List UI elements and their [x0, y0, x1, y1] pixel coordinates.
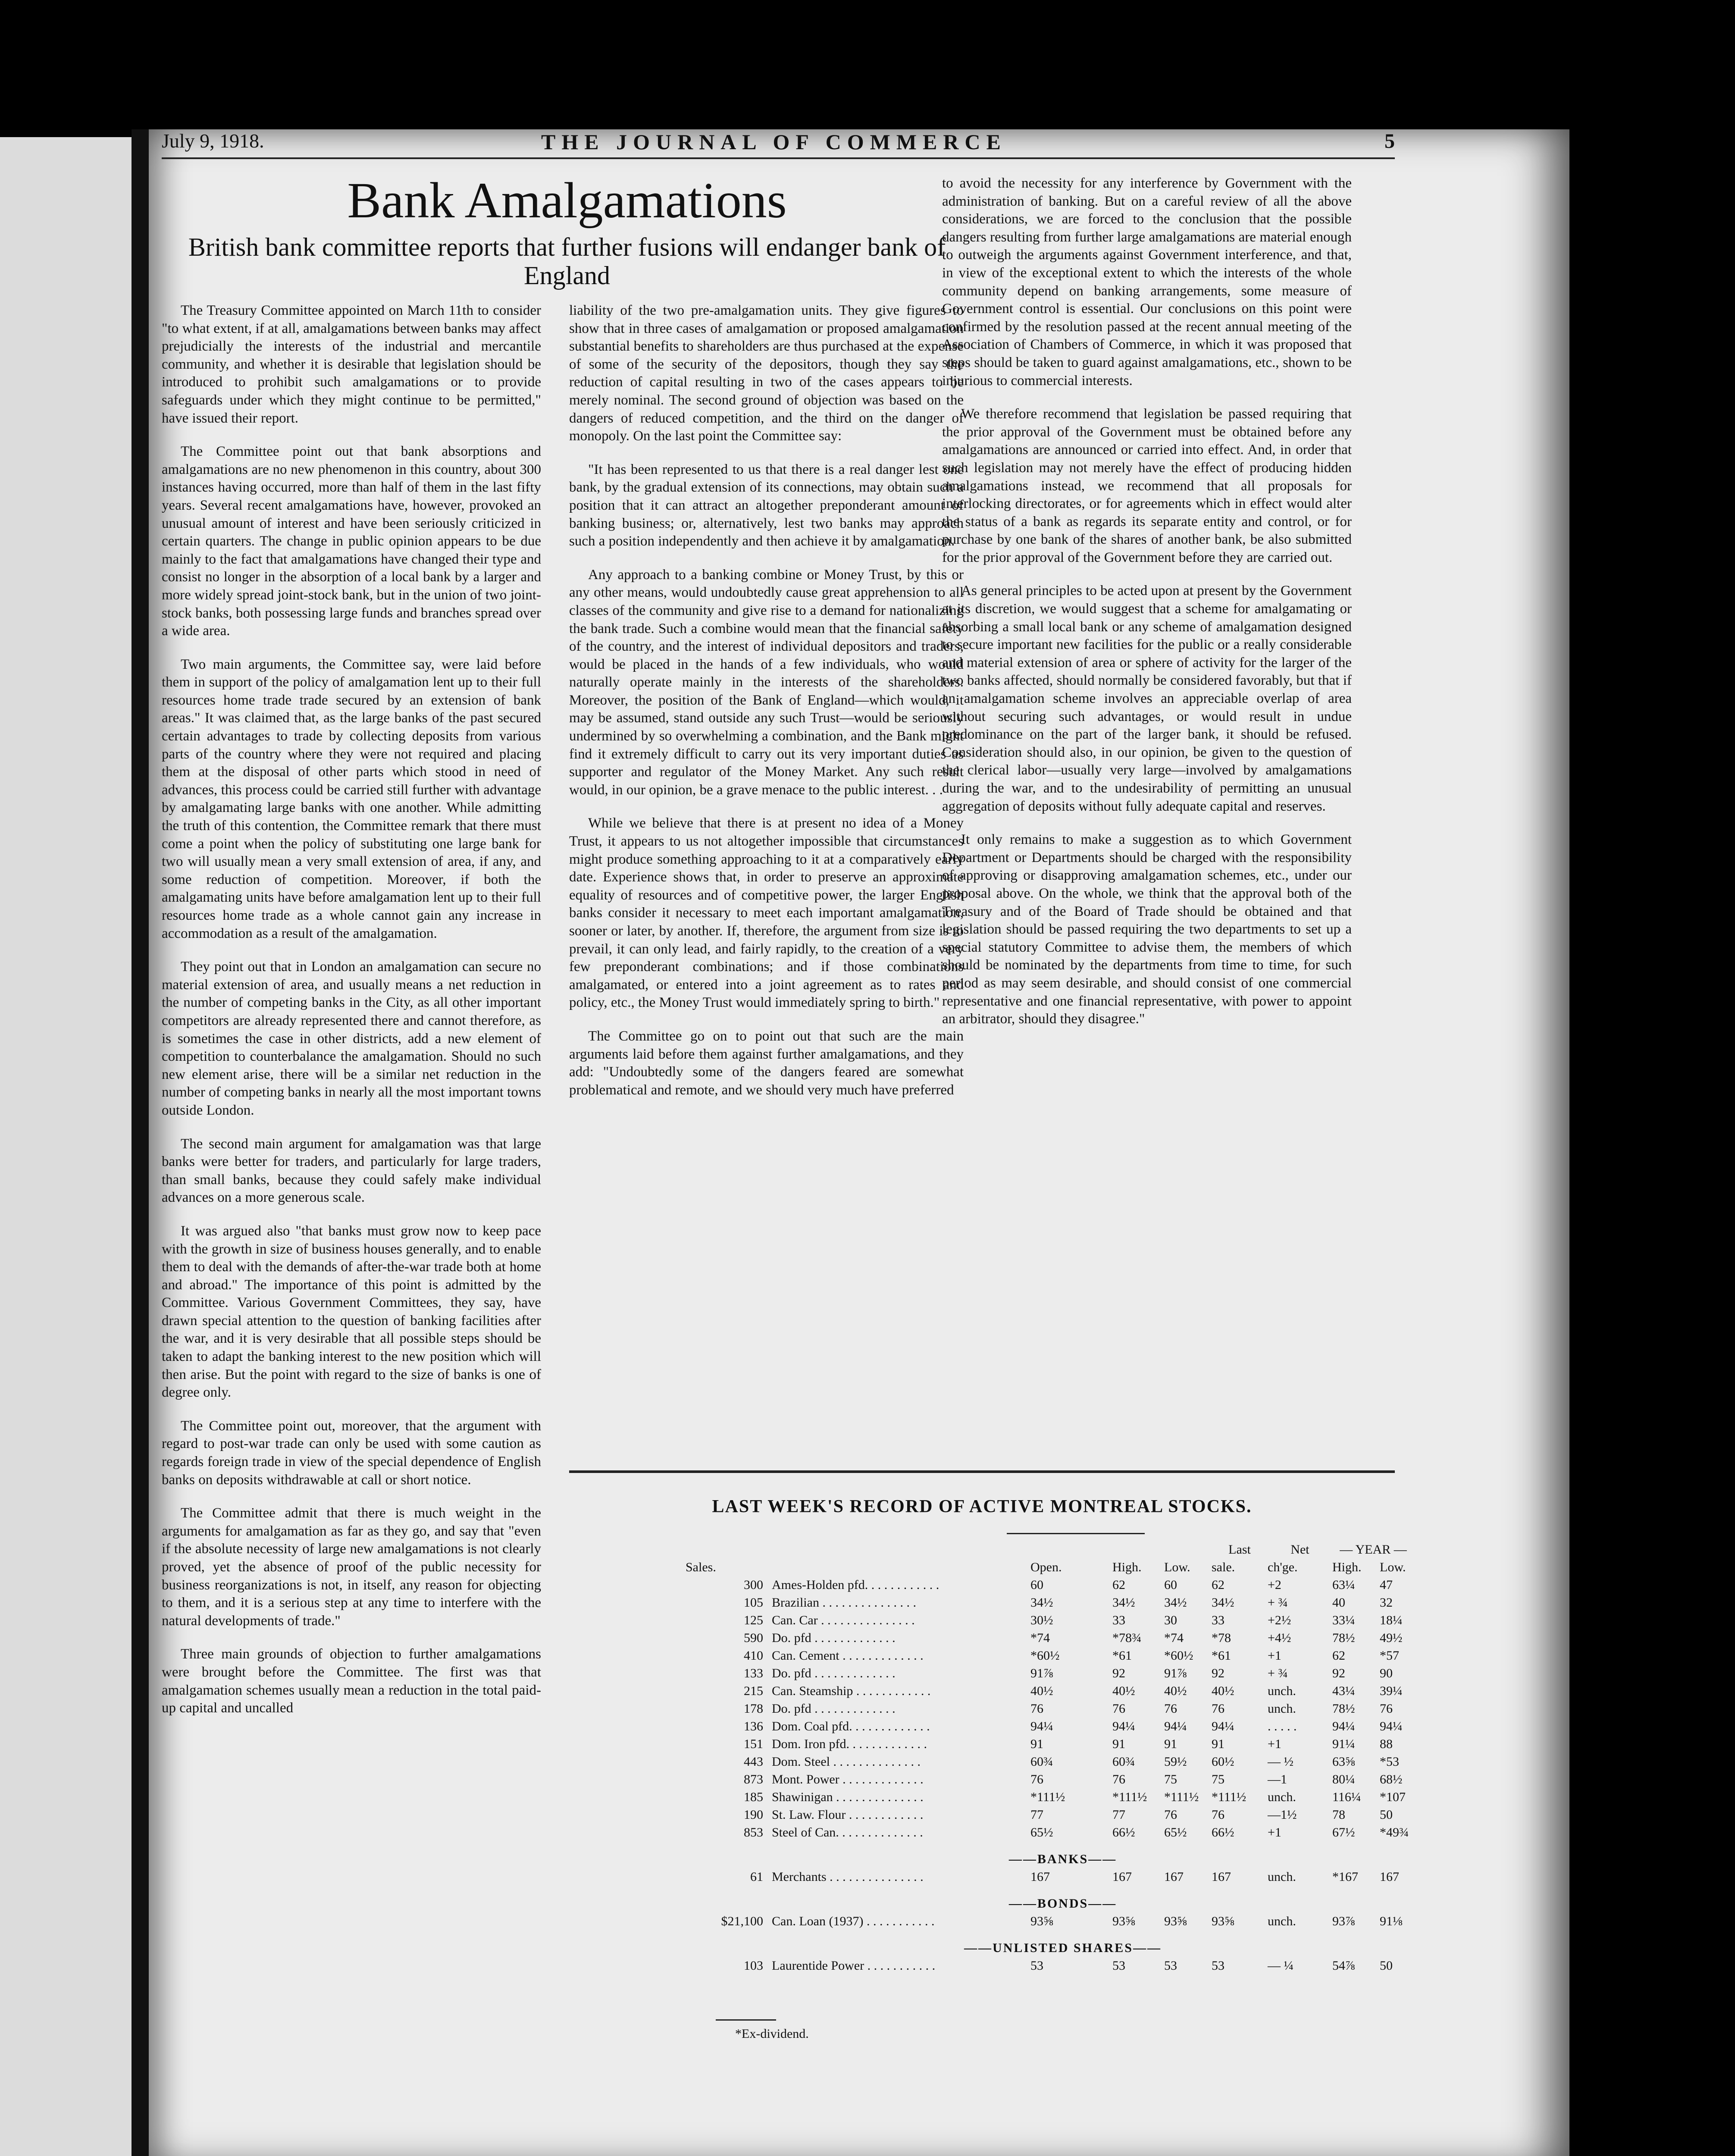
cell-last: 66½ — [1212, 1825, 1234, 1839]
cell-name: St. Law. Flour . . . . . . . . . . . . — [772, 1808, 924, 1822]
paragraph: As general principles to be acted upon at present by the Government at its discretion, we would suggest that a scheme for amalgamating or absorbing a small local bank or any scheme of amalgamation designed to secure important new facilities for the public or a really considerable and material extension of area or sphere of activity for the larger of the two banks affected, should normally be considered favorably, but that if an amalgamation scheme involves an appreciable overlap of area without securing such advantages, or would result in undue predominance on the part of the larger bank, it should be refused. Consideration should also, in our opinion, be given to the question of the clerical labor—usually very large—involved by amalgamations during the war, and to the undesirability of permitting an unusual aggregation of deposits without fully adequate capital and reserves. — [942, 583, 1352, 814]
cell-yhigh: 43¼ — [1332, 1684, 1355, 1698]
cell-net: + ¾ — [1268, 1666, 1288, 1680]
cell-yhigh: 54⅞ — [1332, 1959, 1355, 1973]
cell-yhigh: 63¼ — [1332, 1578, 1355, 1592]
col-header-last: Last — [1228, 1542, 1251, 1557]
cell-net: — ¼ — [1268, 1959, 1293, 1973]
banks-heading: ——BANKS—— — [1008, 1852, 1117, 1866]
cell-name: Do. pfd . . . . . . . . . . . . . — [772, 1631, 896, 1645]
paragraph: Three main grounds of objection to further amalgamations were brought before the Committee. The first was that amalgamation schemes usually mean a reduction in the total paid-up capital and uncalled — [162, 1646, 541, 1716]
cell-low: 75 — [1164, 1772, 1177, 1786]
cell-high: 62 — [1112, 1578, 1125, 1592]
paragraph: We therefore recommend that legislation be passed requiring that the prior approval of the Government must be obtained before any amalgamations are announced or carried into effect. And, in order that such legislation may not merely have the effect of producing hidden amalgamations instead, we recommend that all proposals for interlocking directorates, or for agreements which in effect would alter the status of a bank as regards its separate entity and control, or for purchase by one bank of the shares of another bank, be also submitted for the prior approval of the Government before they are carried out. — [942, 406, 1352, 565]
cell-low: 30 — [1164, 1613, 1177, 1627]
paragraph: to avoid the necessity for any interference by Government with the administration of banking. But on a careful review of all the above considerations, we are forced to the conclusion that the possible dangers resulting from further large amalgamations are material enough to outweigh the arguments against Government interference, and that, in view of the exceptional extent to which the interests of the whole community depend on banking arrangements, some measure of Government control is essential. Our conclusions on this point were confirmed by the resolution passed at the recent annual meeting of the Association of Chambers of Commerce, in which it was proposed that steps should be taken to guard against amalgamations, etc., shown to be injurious to commercial interests. — [942, 175, 1352, 389]
cell-sales: 873 — [744, 1772, 763, 1786]
cell-sales: 300 — [744, 1578, 763, 1592]
article-column-2 — [569, 302, 964, 1115]
header-row-1 — [711, 1539, 1414, 1557]
cell-name: Do. pfd . . . . . . . . . . . . . — [772, 1702, 896, 1716]
cell-net: . . . . . — [1268, 1719, 1297, 1733]
cell-high: 34½ — [1112, 1595, 1135, 1610]
cell-name: Merchants . . . . . . . . . . . . . . . — [772, 1870, 924, 1884]
table-row — [711, 1734, 1414, 1752]
cell-name: Brazilian . . . . . . . . . . . . . . . — [772, 1595, 916, 1610]
cell-sales: 151 — [744, 1737, 763, 1751]
cell-sales: 853 — [744, 1825, 763, 1839]
cell-open: 94¼ — [1030, 1719, 1053, 1733]
table-row — [711, 1575, 1414, 1592]
cell-high: 91 — [1112, 1737, 1125, 1751]
cell-high: *61 — [1112, 1648, 1132, 1663]
header-rule — [162, 157, 1395, 159]
cell-open: 91 — [1030, 1737, 1043, 1751]
cell-ylow: *53 — [1380, 1755, 1399, 1769]
cell-ylow: *57 — [1380, 1648, 1399, 1663]
table-row — [711, 1822, 1414, 1840]
cell-high: 77 — [1112, 1808, 1125, 1822]
cell-sales: $21,100 — [721, 1914, 763, 1928]
cell-low: *111½ — [1164, 1790, 1199, 1804]
cell-ylow: *49¾ — [1380, 1825, 1409, 1839]
cell-low: *60½ — [1164, 1648, 1193, 1663]
paragraph: They point out that in London an amalgamation can secure no material extension of area, and usually means a net reduction in the number of competing banks in the City, as all other important competitors are already represented there and cannot therefore, as is sometimes the case in other districts, add a new element of competition to counterbalance the amalgamation. Should no such new element arise, there will be a similar net reduction in the number of competing banks in nearly all the most important towns outside London. — [162, 959, 541, 1118]
cell-high: 94¼ — [1112, 1719, 1135, 1733]
table-row — [711, 1955, 1414, 1973]
col-header-net: Net — [1290, 1542, 1309, 1557]
cell-last: 62 — [1212, 1578, 1225, 1592]
cell-ylow: 90 — [1380, 1666, 1393, 1680]
cell-last: 75 — [1212, 1772, 1225, 1786]
cell-sales: 103 — [744, 1959, 763, 1973]
cell-low: *74 — [1164, 1631, 1184, 1645]
cell-sales: 136 — [744, 1719, 763, 1733]
cell-open: 91⅞ — [1030, 1666, 1053, 1680]
cell-ylow: 167 — [1380, 1870, 1399, 1884]
issue-date: July 9, 1918. — [162, 130, 264, 152]
cell-open: 76 — [1030, 1702, 1043, 1716]
table-row — [711, 1769, 1414, 1787]
cell-ylow: 50 — [1380, 1808, 1393, 1822]
cell-low: 167 — [1164, 1870, 1184, 1884]
cell-high: 66½ — [1112, 1825, 1135, 1839]
cell-last: 33 — [1212, 1613, 1225, 1627]
table-row — [711, 1592, 1414, 1610]
cell-high: 167 — [1112, 1870, 1132, 1884]
paragraph: "It has been represented to us that there is a real danger lest one bank, by the gradual extension of its connections, may obtain such a position that it can attract an altogether preponderant amount of banking business; or, alternatively, lest two banks may approach such a position independently and then achieve it by amalgamation. — [569, 461, 964, 549]
table-row — [711, 1610, 1414, 1628]
cell-sales: 178 — [744, 1702, 763, 1716]
table-row — [711, 1663, 1414, 1681]
cell-high: 92 — [1112, 1666, 1125, 1680]
cell-high: 60¾ — [1112, 1755, 1135, 1769]
cell-yhigh: 116¼ — [1332, 1790, 1361, 1804]
cell-open: 30½ — [1030, 1613, 1053, 1627]
cell-high: 76 — [1112, 1702, 1125, 1716]
table-row — [711, 1752, 1414, 1769]
cell-net: unch. — [1268, 1914, 1296, 1928]
cell-net: +1 — [1268, 1737, 1281, 1751]
cell-name: Mont. Power . . . . . . . . . . . . . — [772, 1772, 924, 1786]
col-header-year-low: Low. — [1380, 1560, 1406, 1574]
col-header-sale: sale. — [1212, 1560, 1235, 1574]
paragraph: The Committee point out, moreover, that the argument with regard to post-war trade can only be used with some caution as regards foreign trade in view of the special dependence of English banks on deposits withdrawable at call or short notice. — [162, 1418, 541, 1488]
cell-last: 40½ — [1212, 1684, 1234, 1698]
cell-net: unch. — [1268, 1790, 1296, 1804]
cell-yhigh: 94¼ — [1332, 1719, 1355, 1733]
cell-name: Steel of Can. . . . . . . . . . . . . . — [772, 1825, 923, 1839]
cell-high: *111½ — [1112, 1790, 1147, 1804]
cell-ylow: 91⅛ — [1380, 1914, 1403, 1928]
cell-yhigh: 62 — [1332, 1648, 1345, 1663]
cell-ylow: 39¼ — [1380, 1684, 1403, 1698]
cell-sales: 133 — [744, 1666, 763, 1680]
cell-open: *60½ — [1030, 1648, 1060, 1663]
cell-sales: 105 — [744, 1595, 763, 1610]
col-header-year-high: High. — [1332, 1560, 1362, 1574]
cell-yhigh: 78½ — [1332, 1631, 1355, 1645]
cell-name: Can. Steamship . . . . . . . . . . . . — [772, 1684, 931, 1698]
cell-ylow: 68½ — [1380, 1772, 1403, 1786]
cell-low: 60 — [1164, 1578, 1177, 1592]
cell-ylow: 18¼ — [1380, 1613, 1403, 1627]
cell-low: 59½ — [1164, 1755, 1187, 1769]
cell-name: Dom. Steel . . . . . . . . . . . . . . — [772, 1755, 921, 1769]
cell-low: 34½ — [1164, 1595, 1187, 1610]
page-gutter — [132, 129, 151, 2156]
cell-name: Can. Cement . . . . . . . . . . . . . — [772, 1648, 924, 1663]
cell-yhigh: *167 — [1332, 1870, 1358, 1884]
section-rule — [569, 1470, 1395, 1473]
cell-sales: 125 — [744, 1613, 763, 1627]
cell-high: *78¾ — [1112, 1631, 1142, 1645]
col-header-open: Open. — [1030, 1560, 1062, 1574]
cell-last: *61 — [1212, 1648, 1231, 1663]
col-header-year: — YEAR — — [1340, 1542, 1407, 1557]
table-row — [711, 1867, 1414, 1884]
cell-last: 91 — [1212, 1737, 1225, 1751]
cell-open: 77 — [1030, 1808, 1043, 1822]
table-row — [711, 1805, 1414, 1822]
cell-sales: 410 — [744, 1648, 763, 1663]
paragraph: It only remains to make a suggestion as to which Government Department or Departments should be charged with the responsibility of approving or disapproving amalgamation schemes, etc., under our proposal above. On the whole, we think that the approval both of the Treasury and of the Board of Trade should be obtained and that legislation should be passed requiring the two departments to set up a special statutory Committee to advise them, the members of which should be nominated by the departments from time to time, for such period as may seem desirable, and should consist of one commercial representative and one financial representative, with power to appoint an arbitrator, should they disagree." — [942, 832, 1352, 1027]
col-header-change: ch'ge. — [1268, 1560, 1298, 1574]
cell-high: 76 — [1112, 1772, 1125, 1786]
paragraph: The Committee go on to point out that such are the main arguments laid before them against further amalgamations, and they add: "Undoubtedly some of the dangers feared are somewhat problematical and remote, and we should very much have preferred — [569, 1028, 964, 1098]
cell-open: 167 — [1030, 1870, 1050, 1884]
paragraph: It was argued also "that banks must grow now to keep pace with the growth in size of business houses generally, and to enable them to deal with the demands of after-the-war trade both at home and abroad." The importance of this point is admitted by the Committee. Various Government Committees, they say, have drawn special attention to the question of banking facilities after the war, and it is very desirable that all possible steps should be taken to adapt the banking interest to the new position which will then arise. But the point with regard to the size of banks is one of degree only. — [162, 1223, 541, 1401]
journal-name: THE JOURNAL OF COMMERCE — [541, 130, 1007, 154]
cell-low: 76 — [1164, 1808, 1177, 1822]
cell-yhigh: 80¼ — [1332, 1772, 1355, 1786]
cell-net: —1 — [1268, 1772, 1287, 1786]
footnote-rule — [716, 2019, 776, 2021]
cell-last: 167 — [1212, 1870, 1231, 1884]
table-row — [711, 1645, 1414, 1663]
cell-net: +1 — [1268, 1825, 1281, 1839]
cell-open: 60 — [1030, 1578, 1043, 1592]
page-header — [162, 129, 1395, 168]
cell-open: 65½ — [1030, 1825, 1053, 1839]
cell-low: 91⅞ — [1164, 1666, 1187, 1680]
cell-sales: 215 — [744, 1684, 763, 1698]
unlisted-heading: ——UNLISTED SHARES—— — [964, 1941, 1162, 1955]
article-column-1 — [162, 302, 541, 1733]
cell-low: 53 — [1164, 1959, 1177, 1973]
table-row — [711, 1787, 1414, 1805]
bonds-heading: ——BONDS—— — [1008, 1896, 1117, 1911]
cell-net: unch. — [1268, 1702, 1296, 1716]
col-header-high: High. — [1112, 1560, 1142, 1574]
col-header-low: Low. — [1164, 1560, 1190, 1574]
cell-high: 40½ — [1112, 1684, 1135, 1698]
cell-last: *78 — [1212, 1631, 1231, 1645]
cell-ylow: 88 — [1380, 1737, 1393, 1751]
cell-sales: 61 — [750, 1870, 763, 1884]
stocks-table — [686, 1539, 1414, 1973]
cell-net: +4½ — [1268, 1631, 1291, 1645]
paragraph: Any approach to a banking combine or Money Trust, by this or any other means, would undoubtedly cause great apprehension to all classes of the community and give rise to a demand for nationalizing the bank trade. Such a combine would mean that the financial safety of the country, and the interest of individual depositors and traders, would be placed in the hands of a few individuals, who would naturally operate mainly in the interests of the shareholders. Moreover, the position of the Bank of England—which would, it may be assumed, stand outside any such Trust—would be seriously undermined by so overwhelming a combination, and the Bank might find it extremely difficult to carry out its very important duties as supporter and regulator of the Money Market. Any such result would, in our opinion, be a grave menace to the public interest. . . — [569, 567, 964, 798]
cell-yhigh: 67½ — [1332, 1825, 1355, 1839]
cell-last: 76 — [1212, 1702, 1225, 1716]
cell-open: 76 — [1030, 1772, 1043, 1786]
cell-sales: 185 — [744, 1790, 763, 1804]
cell-last: 76 — [1212, 1808, 1225, 1822]
paragraph: The Committee admit that there is much weight in the arguments for amalgamation as far as they go, and say that "even if the absolute necessity of large new amalgamations is not clearly proved, yet the absence of proof of the public necessity for business reorganizations is not, in itself, any reason for objecting to them, and it is a serious step at any time to interfere with the natural developments of trade." — [162, 1505, 541, 1629]
table-row — [711, 1698, 1414, 1716]
cell-low: 76 — [1164, 1702, 1177, 1716]
cell-name: Do. pfd . . . . . . . . . . . . . — [772, 1666, 896, 1680]
table-row — [711, 1681, 1414, 1698]
paragraph: The Treasury Committee appointed on March 11th to consider "to what extent, if at all, amalgamations between banks may affect prejudicially the interests of the industrial and mercantile community, and whether it is desirable that legislation should be introduced to prohibit such amalgamations or to provide safeguards under which they might continue to be permitted," have issued their report. — [162, 303, 541, 426]
cell-last: *111½ — [1212, 1790, 1246, 1804]
paragraph: The second main argument for amalgamation was that large banks were better for traders, and particularly for large traders, than small banks, because they could safely make individual advances on a more generous scale. — [162, 1136, 541, 1206]
cell-last: 94¼ — [1212, 1719, 1234, 1733]
cell-sales: 190 — [744, 1808, 763, 1822]
cell-open: *74 — [1030, 1631, 1050, 1645]
cell-last: 53 — [1212, 1959, 1225, 1973]
cell-last: 60½ — [1212, 1755, 1234, 1769]
footnote: *Ex-dividend. — [735, 2027, 809, 2041]
cell-high: 93⅝ — [1112, 1914, 1135, 1928]
cell-ylow: 32 — [1380, 1595, 1393, 1610]
cell-last: 34½ — [1212, 1595, 1234, 1610]
paragraph: Two main arguments, the Committee say, were laid before them in support of the policy of amalgamation lent up to their full resources home trade trade secured by an extension of bank areas." It was claimed that, as the large banks of the past secured certain advantages to trade by collecting deposits from various parts of the country where they were not required and placing them at the disposal of other parts which stood in need of advances, this process could be carried still further with advantage by amalgamating large banks with one another. While admitting the truth of this contention, the Committee remark that there must come a point when the policy of substituting one large bank for two will usually mean a very small extension of area, if any, and some reduction of competition. Moreover, if both the amalgamating units have before amalgamation lent up to their full resources home trade as a whole cannot gain any increase in accommodation as a result of the amalgamation. — [162, 656, 541, 941]
cell-net: —1½ — [1268, 1808, 1297, 1822]
cell-sales: 443 — [744, 1755, 763, 1769]
page-number: 5 — [1384, 130, 1395, 153]
cell-name: Dom. Iron pfd. . . . . . . . . . . . . — [772, 1737, 927, 1751]
cell-name: Ames-Holden pfd. . . . . . . . . . . . — [772, 1578, 940, 1592]
cell-name: Can. Loan (1937) . . . . . . . . . . . — [772, 1914, 935, 1928]
cell-low: 94¼ — [1164, 1719, 1187, 1733]
cell-yhigh: 78 — [1332, 1808, 1345, 1822]
cell-open: 93⅝ — [1030, 1914, 1053, 1928]
cell-low: 40½ — [1164, 1684, 1187, 1698]
cell-ylow: 47 — [1380, 1578, 1393, 1592]
cell-last: 93⅝ — [1212, 1914, 1234, 1928]
cell-open: 60¾ — [1030, 1755, 1053, 1769]
cell-yhigh: 92 — [1332, 1666, 1345, 1680]
cell-yhigh: 91¼ — [1332, 1737, 1355, 1751]
header-row-2 — [711, 1557, 1414, 1575]
stocks-title: LAST WEEK'S RECORD OF ACTIVE MONTREAL STOCKS. — [712, 1497, 1252, 1517]
title-underline — [1007, 1533, 1145, 1534]
cell-open: 40½ — [1030, 1684, 1053, 1698]
cell-ylow: 76 — [1380, 1702, 1393, 1716]
cell-yhigh: 40 — [1332, 1595, 1345, 1610]
cell-ylow: 49½ — [1380, 1631, 1403, 1645]
cell-ylow: 94¼ — [1380, 1719, 1403, 1733]
cell-last: 92 — [1212, 1666, 1225, 1680]
article-column-3 — [942, 175, 1352, 1044]
cell-yhigh: 93⅞ — [1332, 1914, 1355, 1928]
paragraph: liability of the two pre-amalgamation units. They give figures to show that in three cases of amalgamation or proposed amalgamation substantial benefits to shareholders are thus purchased at the expense of some of the security of the depositors, though they say the reduction of capital resulting in two of the cases appears to be merely nominal. The second ground of objection was based on the dangers of reduced competition, and the third on the danger of monopoly. On the last point the Committee say: — [569, 303, 964, 444]
cell-net: + ¾ — [1268, 1595, 1288, 1610]
cell-net: unch. — [1268, 1870, 1296, 1884]
cell-name: Shawinigan . . . . . . . . . . . . . . — [772, 1790, 924, 1804]
table-row — [711, 1628, 1414, 1645]
cell-high: 53 — [1112, 1959, 1125, 1973]
cell-open: *111½ — [1030, 1790, 1065, 1804]
cell-open: 34½ — [1030, 1595, 1053, 1610]
cell-net: +2 — [1268, 1578, 1281, 1592]
cell-ylow: 50 — [1380, 1959, 1393, 1973]
cell-ylow: *107 — [1380, 1790, 1406, 1804]
cell-net: +2½ — [1268, 1613, 1291, 1627]
paragraph: The Committee point out that bank absorptions and amalgamations are no new phenomenon in this country, about 300 instances having occurred, more than half of them in the last fifty years. Several recent amalgamations have, however, provoked an unusual amount of interest and have been seriously criticized in certain quarters. The change in public opinion appears to be due mainly to the fact that amalgamations have changed their type and consist no longer in the absorption of a local bank by a larger and more widely spread joint-stock bank, but in the union of two joint-stock banks, both possessing large funds and branches spread over a wide area. — [162, 444, 541, 639]
cell-yhigh: 63⅝ — [1332, 1755, 1355, 1769]
cell-yhigh: 33¼ — [1332, 1613, 1355, 1627]
table-row — [711, 1911, 1414, 1929]
paragraph: While we believe that there is at present no idea of a Money Trust, it appears to us not altogether impossible that circumstances might produce something approaching to it at a comparatively early date. Experience shows that, in order to preserve an approximate equality of resources and of competitive power, the larger English banks consider it necessary to meet each important amalgamation, sooner or later, by another. If, therefore, the argument from size is to prevail, it can only lead, and fairly rapidly, to the creation of a very few preponderant combinations; and if those combinations amalgamated, or entered into a joint agreement as to rates and policy, etc., the Money Trust would immediately spring to birth." — [569, 815, 964, 1011]
table-row — [711, 1716, 1414, 1734]
col-header-sales: Sales. — [686, 1560, 716, 1574]
cell-net: +1 — [1268, 1648, 1281, 1663]
article-subtitle: British bank committee reports that further fusions will endanger bank of England — [188, 233, 946, 290]
cell-name: Dom. Coal pfd. . . . . . . . . . . . . — [772, 1719, 930, 1733]
adjacent-page-edge — [0, 137, 132, 2156]
cell-open: 53 — [1030, 1959, 1043, 1973]
cell-low: 91 — [1164, 1737, 1177, 1751]
cell-low: 65½ — [1164, 1825, 1187, 1839]
cell-net: unch. — [1268, 1684, 1296, 1698]
cell-sales: 590 — [744, 1631, 763, 1645]
cell-high: 33 — [1112, 1613, 1125, 1627]
article-title: Bank Amalgamations — [347, 172, 787, 229]
cell-net: — ½ — [1268, 1755, 1293, 1769]
cell-low: 93⅝ — [1164, 1914, 1187, 1928]
cell-name: Laurentide Power . . . . . . . . . . . — [772, 1959, 936, 1973]
cell-name: Can. Car . . . . . . . . . . . . . . . — [772, 1613, 915, 1627]
cell-yhigh: 78½ — [1332, 1702, 1355, 1716]
